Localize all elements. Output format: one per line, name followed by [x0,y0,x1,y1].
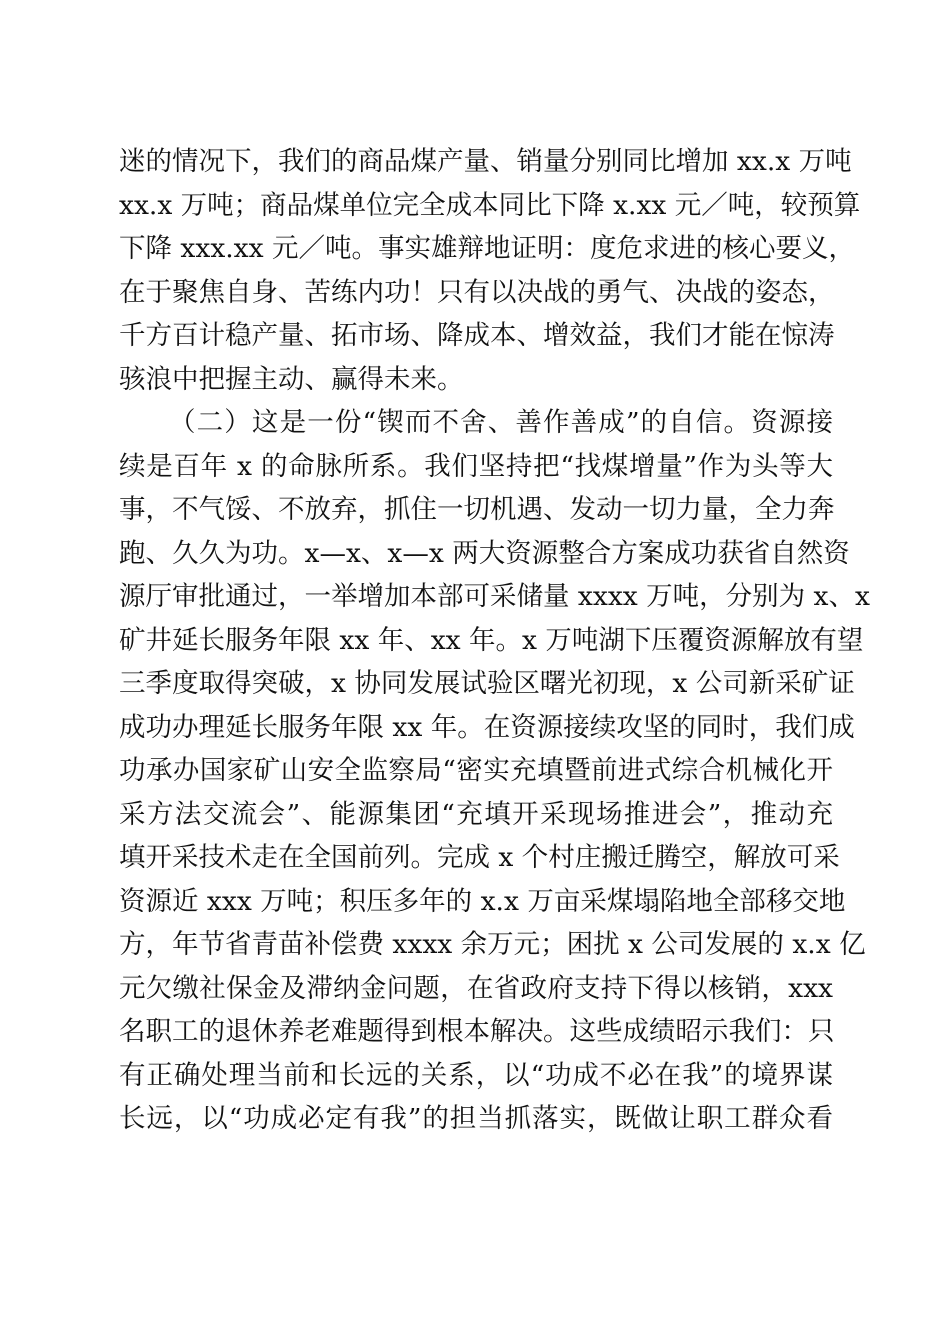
paragraph-line: 资源近 xxx 万吨；积压多年的 x.x 万亩采煤塌陷地全部移交地 [119,885,846,917]
section-heading-line: （二）这是一份“锲而不舍、善作善成”的自信。资源接 [169,407,833,438]
paragraph-line: 三季度取得突破，x 协同发展试验区曙光初现，x 公司新采矿证 [119,668,855,699]
paragraph-line: 下降 xxx.xx 元／吨。事实雄辩地证明：度危求进的核心要义， [119,233,855,264]
paragraph-line: 方，年节省青苗补偿费 xxxx 余万元；困扰 x 公司发展的 x.x 亿 [119,929,866,960]
paragraph-line: 迷的情况下，我们的商品煤产量、销量分别同比增加 xx.x 万吨 [119,146,852,177]
paragraph-line: 填开采技术走在全国前列。完成 x 个村庄搬迁腾空，解放可采 [119,842,840,873]
paragraph-line: 名职工的退休养老难题得到根本解决。这些成绩昭示我们：只 [119,1016,835,1047]
paragraph-line: 矿井延长服务年限 xx 年、xx 年。x 万吨湖下压覆资源解放有望 [119,624,864,656]
paragraph-line: 源厅审批通过，一举增加本部可采储量 xxxx 万吨，分别为 x、x [119,581,870,612]
paragraph-line: 成功办理延长服务年限 xx 年。在资源接续攻坚的同时，我们成 [119,711,855,743]
paragraph-line: 事，不气馁、不放弃，抓住一切机遇、发动一切力量，全力奔 [119,494,835,525]
paragraph-line: 采方法交流会”、能源集团“充填开采现场推进会”，推动充 [119,798,833,830]
paragraph-line: 有正确处理当前和长远的关系，以“功成不必在我”的境界谋 [119,1059,833,1091]
paragraph-line: 跑、久久为功。x—x、x—x 两大资源整合方案成功获省自然资 [119,537,850,569]
paragraph-line: 长远，以“功成必定有我”的担当抓落实，既做让职工群众看 [119,1103,833,1134]
paragraph-line: 续是百年 x 的命脉所系。我们坚持把“找煤增量”作为头等大 [119,450,833,482]
paragraph-line: 在于聚焦自身、苦练内功！只有以决战的勇气、决战的姿态， [119,276,835,308]
paragraph-line: 骇浪中把握主动、赢得未来。 [119,363,464,395]
paragraph-line: 元欠缴社保金及滞纳金问题，在省政府支持下得以核销，xxx [119,972,833,1004]
paragraph-2 [119,401,870,1141]
paragraph-line: 千方百计稳产量、拓市场、降成本、增效益，我们才能在惊涛 [119,320,835,351]
paragraph-line: 功承办国家矿山安全监察局“密实充填暨前进式综合机械化开 [119,755,833,786]
paragraph-line: xx.x 万吨；商品煤单位完全成本同比下降 x.xx 元／吨，较预算 [119,189,861,221]
paragraph-1 [119,140,861,401]
